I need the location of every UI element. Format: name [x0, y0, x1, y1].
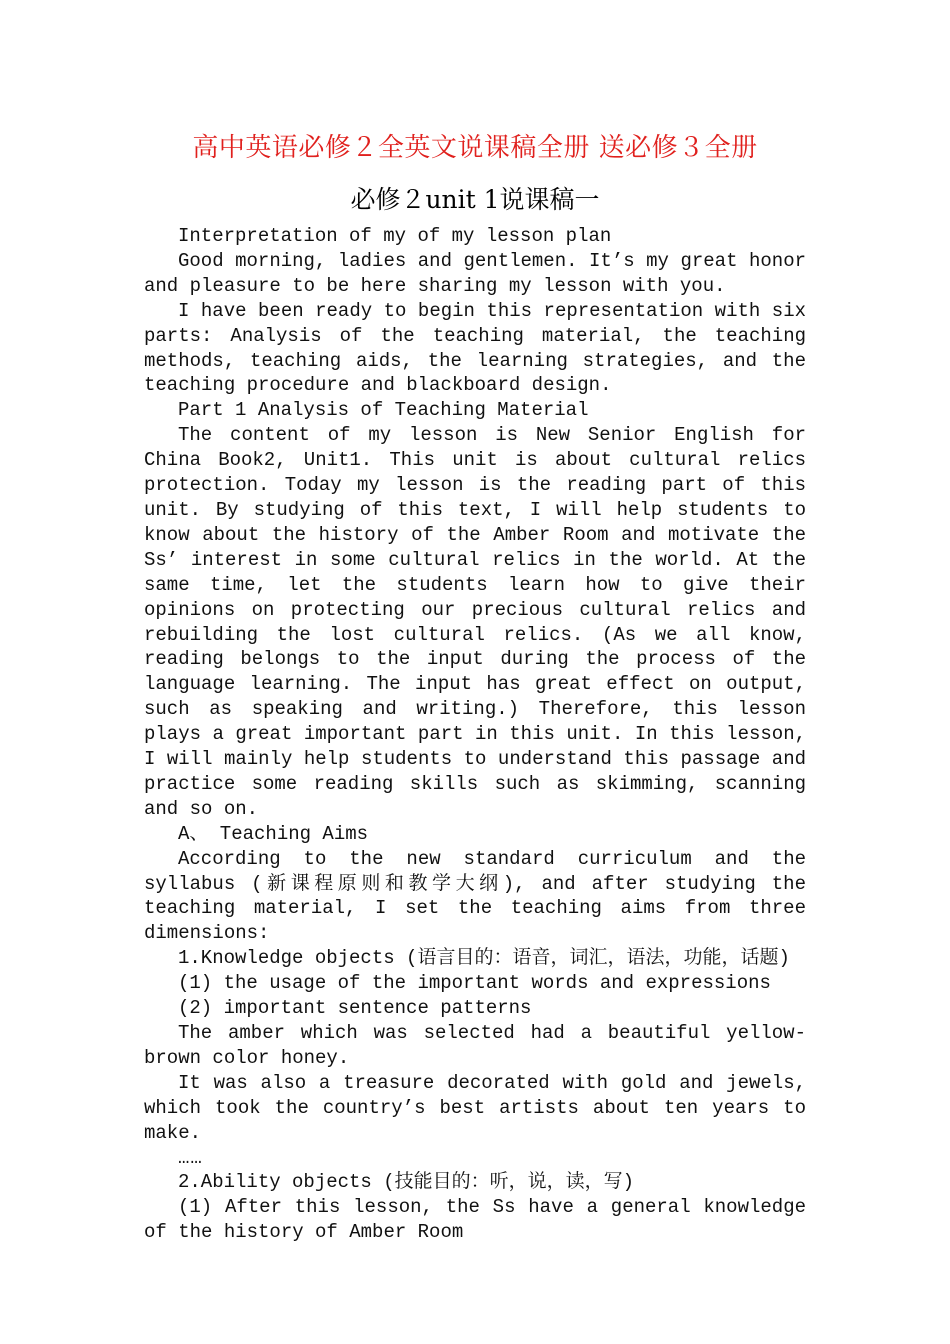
ellipsis: ……: [178, 1146, 203, 1169]
example-sentence-treasure: It was also a treasure decorated with gold and jewels, which took the country’s best artists about ten years to make.: [144, 1071, 806, 1144]
paragraph-intro-heading: Interpretation of my of my lesson plan: [178, 225, 612, 247]
paragraph-content: The content of my lesson is New Senior English for China Book2, Unit1. This unit is about cultural relics protection. Today my lesson is the reading part of this unit. By studying of this text, I will help students to know about the history of the Amber Room and motivate the Ss’ interest in some cultural relics in the world. At the same time, let the students learn how to give their opinions on protecting our precious cultural relics and rebuilding the lost cultural relics. (As we all know, reading belongs to the input during the process of the language learning. The input has great effect on output, such as speaking and writing.) Therefore, this lesson plays a great important part in this unit. In this lesson, I will mainly help students to understand this passage and practice some reading skills such as skimming, scanning and so on.: [144, 424, 806, 820]
document-title: 高中英语必修２全英文说课稿全册 送必修３全册: [192, 133, 758, 163]
list-heading-ability-objects: 2.Ability objects (技能目的：听，说，读，写): [178, 1171, 635, 1194]
document-subtitle: 必修２unit 1说课稿一: [350, 185, 600, 214]
paragraph-overview: I have been ready to begin this representation with six parts: Analysis of the teaching material, the teaching methods, teaching aids, the learning strategies, and the teaching procedure and blackboard design.: [144, 299, 806, 397]
paragraph-curriculum: According to the new standard curriculum and the syllabus (新课程原则和教学大纲), and after studying the teaching material, I set the teaching aims from three dimensions:: [144, 847, 806, 945]
example-sentence-amber: The amber which was selected had a beautiful yellow-brown color honey.: [144, 1022, 806, 1069]
section-heading-part1: Part 1 Analysis of Teaching Material: [178, 399, 589, 422]
section-heading-teaching-aims: A、 Teaching Aims: [178, 822, 369, 845]
list-item-general-knowledge: (1) After this lesson, the Ss have a general knowledge of the history of Amber Room: [144, 1196, 806, 1244]
list-item-words: (1) the usage of the important words and expressions: [178, 972, 771, 995]
paragraph-greeting: Good morning, ladies and gentlemen. It’s my great honor and pleasure to be here sharing my lesson with you.: [144, 249, 806, 297]
document-body: [144, 224, 806, 1245]
list-heading-knowledge-objects: 1.Knowledge objects (语言目的：语音，词汇，语法，功能，话题): [178, 947, 790, 970]
list-item-sentence-patterns: (2) important sentence patterns: [178, 997, 532, 1020]
